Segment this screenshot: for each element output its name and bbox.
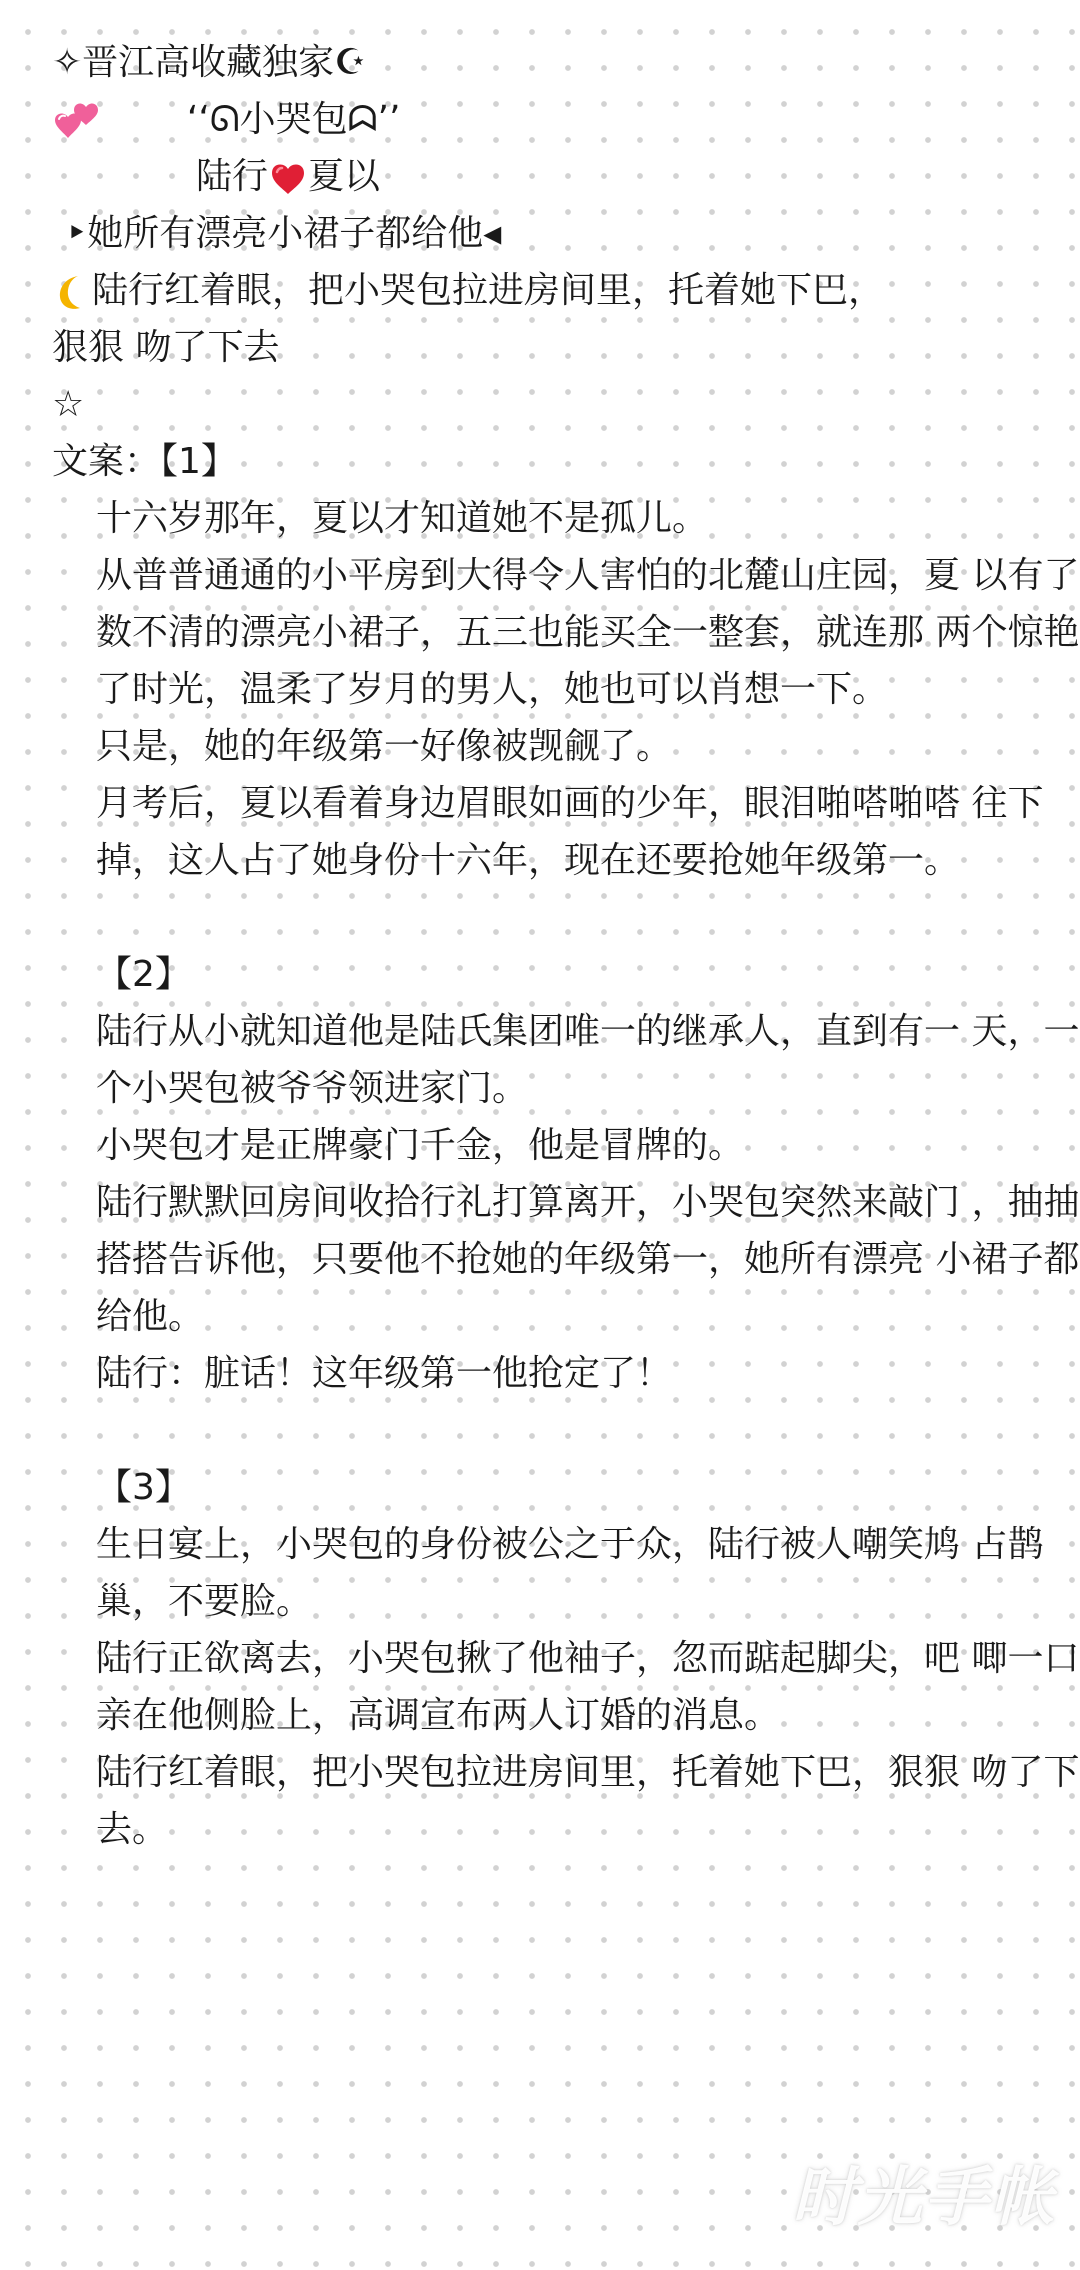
paragraph-1-1: 十六岁那年，夏以才知道她不是孤儿。 (96, 498, 709, 539)
paragraph-1-2: 从普普通通的小平房到大得令人害怕的北麓山庄园，夏 以有了数不清的漂亮小裙子，五三也能买全一整套，就连那 两个惊艳了时光，温柔了岁月的男人，她也可以肖想一下。 (96, 555, 1080, 710)
header-line-5-text: 陆行红着眼，把小哭包拉进房间里，托着她下巴， (92, 270, 885, 311)
name-xiayi: 夏以 (308, 156, 381, 197)
star-mark: ☆ (52, 384, 85, 425)
paragraph-3-3: 陆行红着眼，把小哭包拉进房间里，托着她下巴，狠狠 吻了下去。 (96, 1752, 1080, 1850)
two-hearts-icon (52, 99, 102, 143)
blank-line (52, 1402, 1052, 1459)
paragraph-3-2: 陆行正欲离去，小哭包揪了他袖子，忽而踮起脚尖，吧 唧一口亲在他侧脸上，高调宣布两人订婚的消息。 (96, 1638, 1080, 1736)
red-heart-icon (268, 160, 308, 196)
header-line-1: ✧晋江高收藏独家☪ (52, 42, 367, 83)
header-line-2 (52, 91, 1052, 148)
paragraph-1-4: 月考后，夏以看着身边眉眼如画的少年，眼泪啪嗒啪嗒 往下掉，这人占了她身份十六年，现在还要抢她年级第一。 (96, 783, 1044, 881)
document (52, 34, 1080, 1858)
paragraph-2-4: 陆行：脏话！这年级第一他抢定了！ (96, 1353, 673, 1394)
paragraph-2-2: 小哭包才是正牌豪门千金，他是冒牌的。 (96, 1125, 745, 1166)
header-line-2-text: ‘‘ᘏ小哭包ᗣ’’ (186, 99, 401, 140)
paragraph-2-1: 陆行从小就知道他是陆氏集团唯一的继承人，直到有一 天，一个小哭包被爷爷领进家门。 (96, 1011, 1080, 1109)
crescent-moon-icon (52, 272, 92, 312)
header-line-3 (52, 148, 1052, 205)
name-luxing: 陆行 (196, 156, 269, 197)
paragraph-3-1: 生日宴上，小哭包的身份被公之于众，陆行被人嘲笑鸠 占鹊巢，不要脸。 (96, 1524, 1044, 1622)
section-label-1: 文案：【1】 (52, 441, 237, 482)
blank-line (52, 889, 1052, 946)
watermark: 时光手帐 (792, 2161, 1056, 2235)
header-line-4: ‣她所有漂亮小裙子都给他◂ (66, 213, 502, 254)
section-heading-2: 【2】 (96, 954, 191, 995)
header-line-5 (52, 262, 1052, 319)
header-line-6: 狠狠 吻了下去 (52, 327, 280, 368)
paragraph-1-3: 只是，她的年级第一好像被觊觎了。 (96, 726, 673, 767)
paragraph-2-3: 陆行默默回房间收拾行礼打算离开，小哭包突然来敲门 ，抽抽搭搭告诉他，只要他不抢她的年级第一，她所有漂亮 小裙子都给他。 (96, 1182, 1080, 1337)
section-heading-3: 【3】 (96, 1467, 191, 1508)
